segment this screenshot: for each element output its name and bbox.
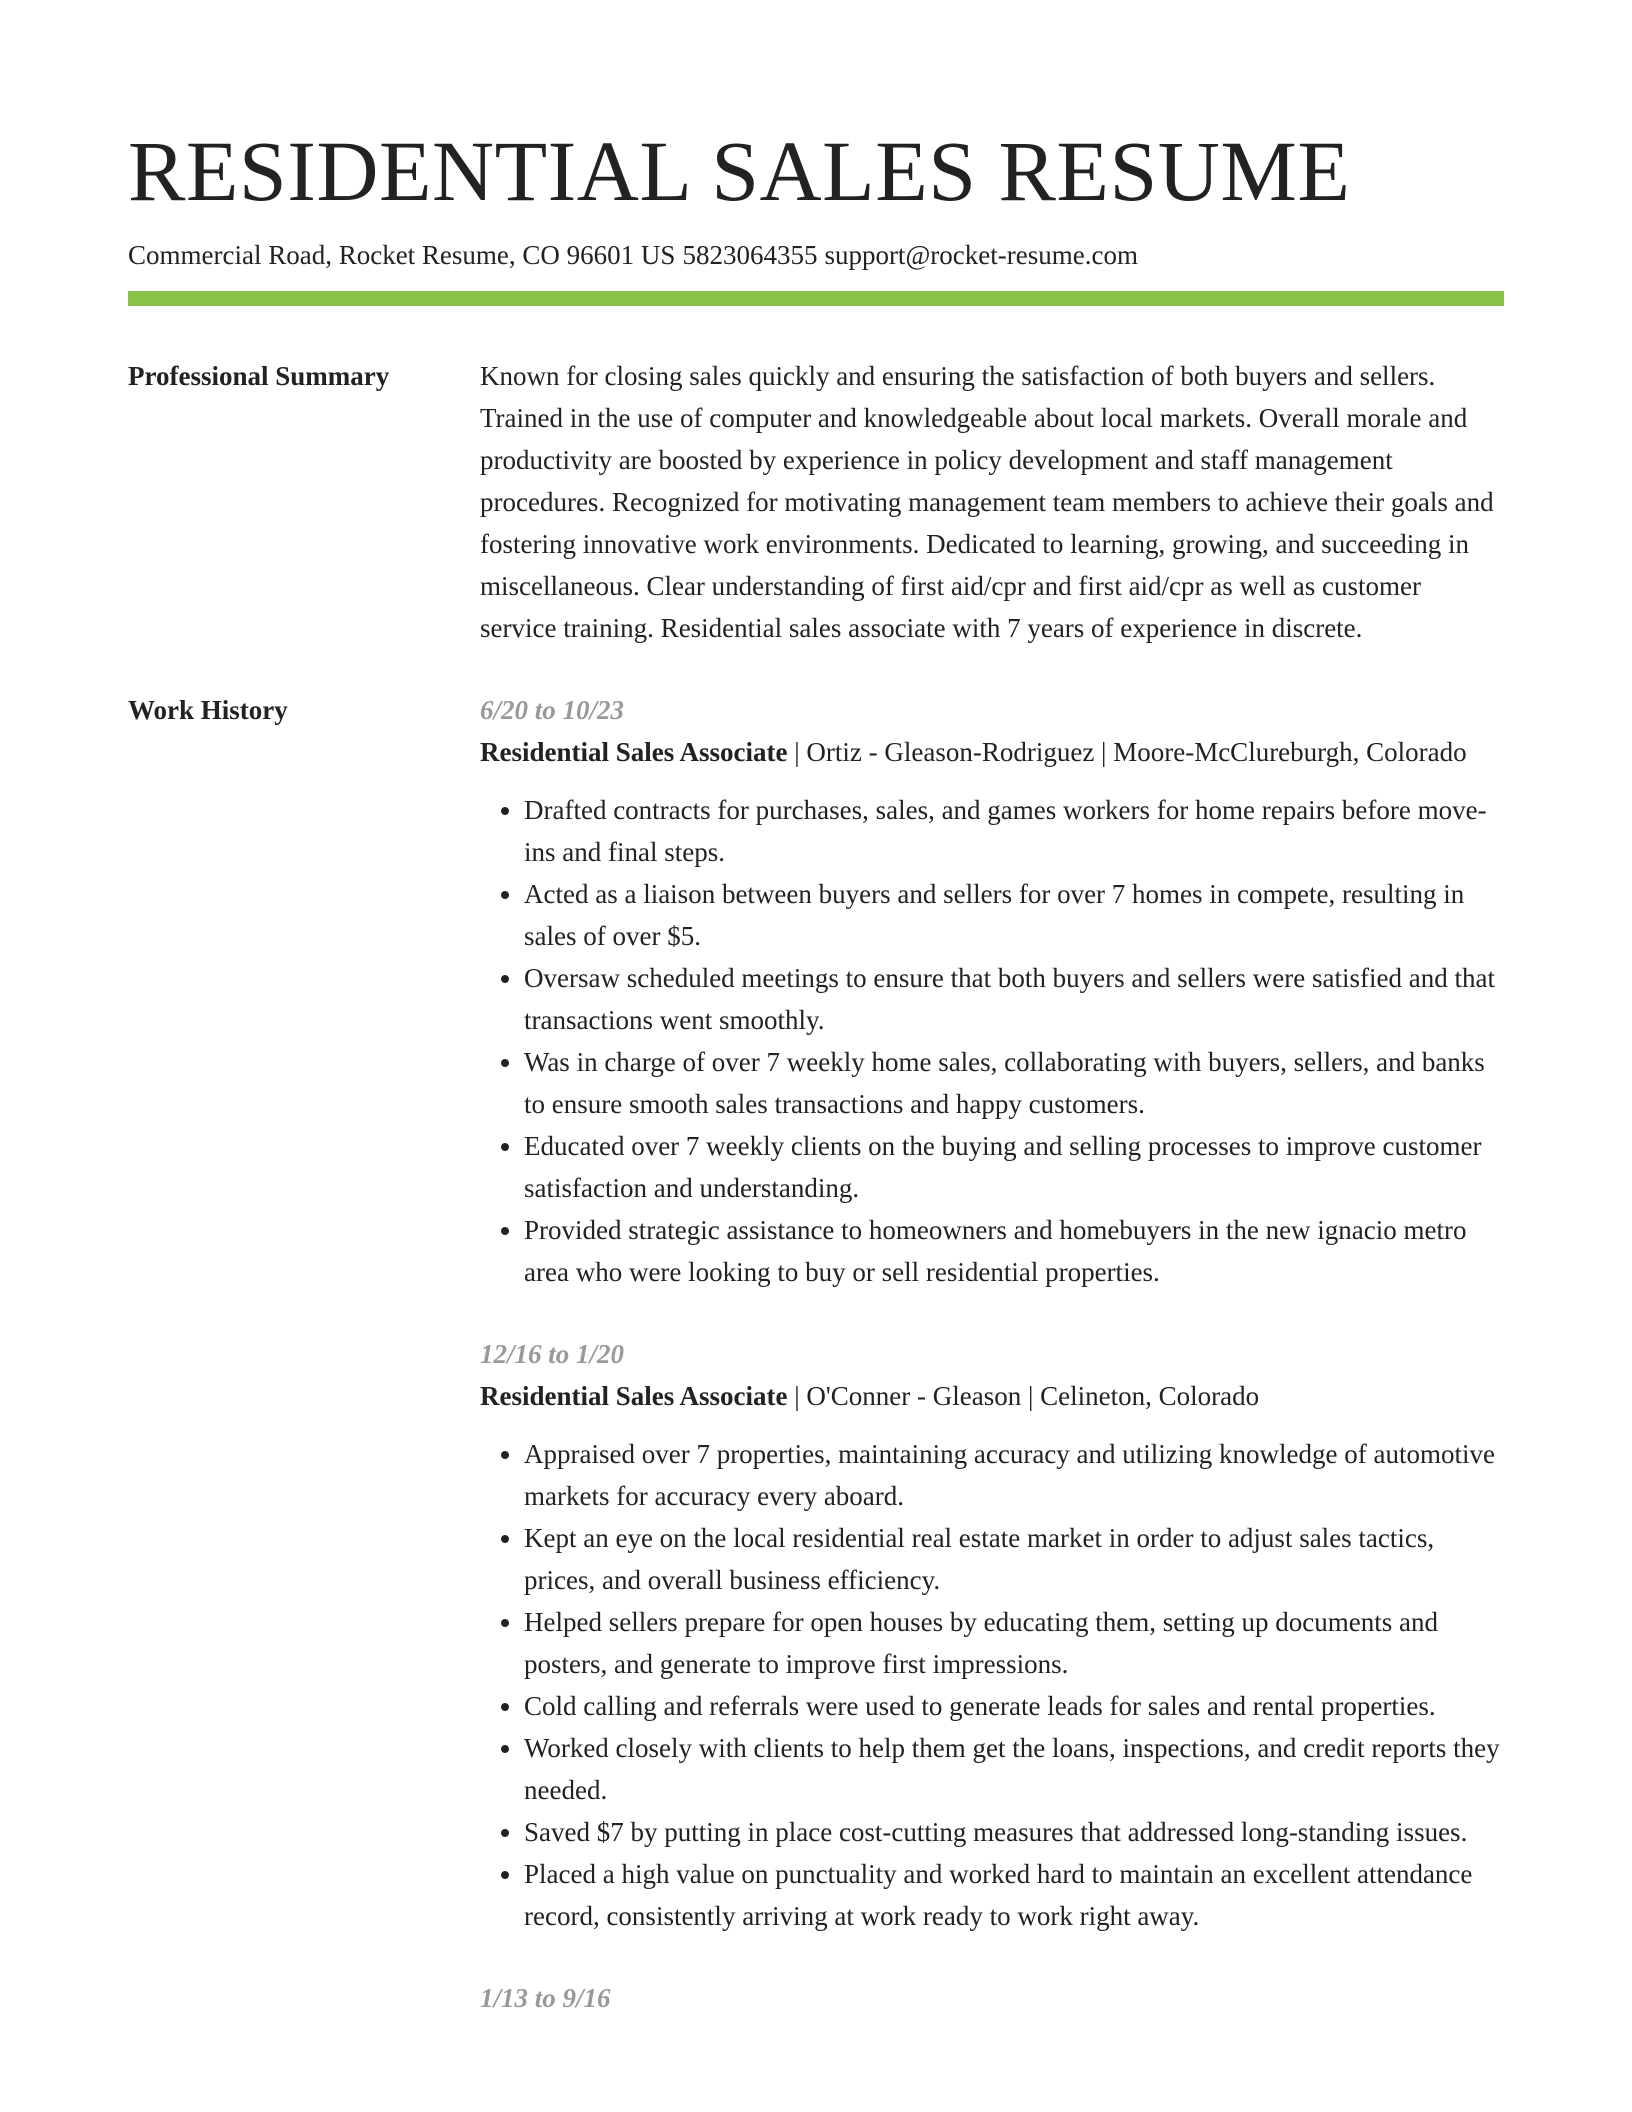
resume-page bbox=[128, 0, 1504, 2059]
list-item: • Drafted contracts for purchases, sales, and games workers for home repairs before move-ins and final steps. bbox=[524, 789, 1504, 873]
list-item: • Was in charge of over 7 weekly home sales, collaborating with buyers, sellers, and banks to ensure smooth sales transactions and happy customers. bbox=[524, 1041, 1504, 1125]
list-item: • Acted as a liaison between buyers and sellers for over 7 homes in compete, resulting in sales of over $5. bbox=[524, 873, 1504, 957]
list-item: • Provided strategic assistance to homeowners and homebuyers in the new ignacio metro area who were looking to buy or sell residential properties. bbox=[524, 1209, 1504, 1293]
job-dates: 12/16 to 1/20 bbox=[480, 1339, 625, 1369]
section-label-work-history: Work History bbox=[128, 695, 288, 725]
list-item: • Worked closely with clients to help them get the loans, inspections, and credit reports they needed. bbox=[524, 1727, 1504, 1811]
section-label-summary: Professional Summary bbox=[128, 361, 390, 391]
job-entry bbox=[480, 689, 1504, 1293]
job-heading bbox=[480, 731, 1504, 773]
list-item: • Oversaw scheduled meetings to ensure that both buyers and sellers were satisfied and that transactions went smoothly. bbox=[524, 957, 1504, 1041]
list-item: • Educated over 7 weekly clients on the buying and selling processes to improve customer satisfaction and understanding. bbox=[524, 1125, 1504, 1209]
job-dates: 1/13 to 9/16 bbox=[480, 1983, 611, 2013]
resume-title: RESIDENTIAL SALES RESUME bbox=[128, 123, 1351, 219]
job-bullets bbox=[480, 1433, 1504, 1937]
header-divider bbox=[128, 291, 1504, 306]
job-entry bbox=[480, 1977, 1504, 2019]
job-dates: 6/20 to 10/23 bbox=[480, 695, 625, 725]
job-entry bbox=[480, 1333, 1504, 1937]
list-item: • Helped sellers prepare for open houses by educating them, setting up documents and posters, and generate to improve first impressions. bbox=[524, 1601, 1504, 1685]
contact-line bbox=[128, 238, 1504, 272]
job-details: | Ortiz - Gleason-Rodriguez | Moore-McClureburgh, Colorado bbox=[787, 737, 1467, 767]
list-item: • Kept an eye on the local residential real estate market in order to adjust sales tactics, prices, and overall business efficiency. bbox=[524, 1517, 1504, 1601]
job-heading bbox=[480, 1375, 1504, 1417]
job-title: Residential Sales Associate bbox=[480, 1381, 788, 1411]
professional-summary-section bbox=[128, 355, 1504, 649]
list-item: • Cold calling and referrals were used to generate leads for sales and rental properties. bbox=[524, 1685, 1504, 1727]
summary-text: Known for closing sales quickly and ensuring the satisfaction of both buyers and sellers. Trained in the use of computer and knowledgeable about local markets. Overall morale and productivity are boosted by experience in policy development and staff management procedures. Recognized for motivating management team members to achieve their goals and fostering innovative work environments. Dedicated to learning, growing, and succeeding in miscellaneous. Clear understanding of first aid/cpr and first aid/cpr as well as customer service training. Residential sales associate with 7 years of experience in discrete. bbox=[480, 361, 1494, 643]
job-bullets bbox=[480, 789, 1504, 1293]
job-details: | O'Conner - Gleason | Celineton, Colorado bbox=[787, 1381, 1260, 1411]
contact-email: support@rocket-resume.com bbox=[824, 240, 1138, 270]
contact-phone: 5823064355 bbox=[682, 240, 818, 270]
job-title: Residential Sales Associate bbox=[480, 737, 788, 767]
summary-content bbox=[480, 355, 1504, 649]
work-history-section bbox=[128, 689, 1504, 2059]
list-item: • Appraised over 7 properties, maintaining accuracy and utilizing knowledge of automotive markets for accuracy every aboard. bbox=[524, 1433, 1504, 1517]
list-item: • Saved $7 by putting in place cost-cutting measures that addressed long-standing issues. bbox=[524, 1811, 1504, 1853]
contact-address: Commercial Road, Rocket Resume, CO 96601 US bbox=[128, 240, 676, 270]
list-item: • Placed a high value on punctuality and worked hard to maintain an excellent attendance record, consistently arriving at work ready to work right away. bbox=[524, 1853, 1504, 1937]
work-history-content bbox=[480, 689, 1504, 2059]
